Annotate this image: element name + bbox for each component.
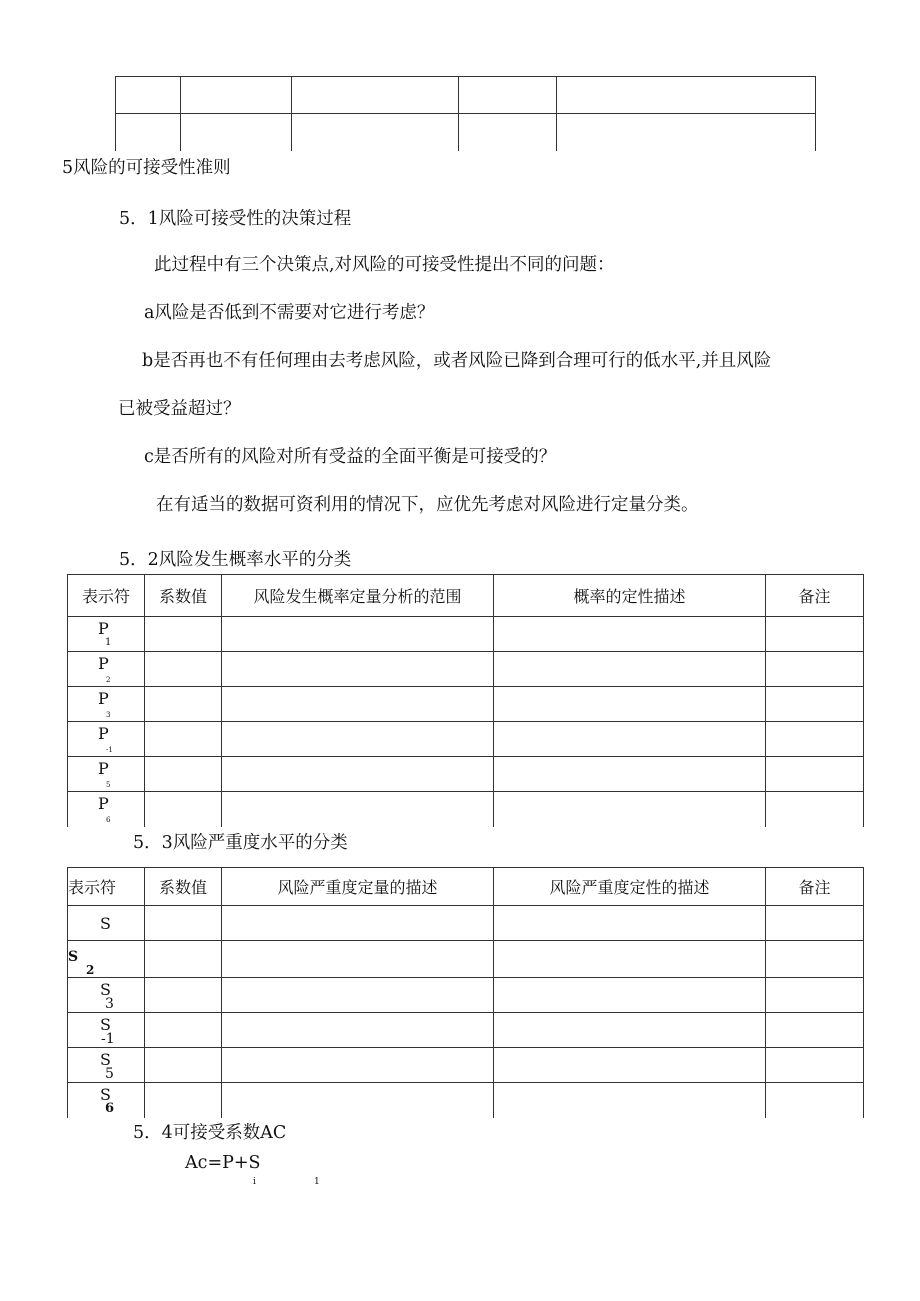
sev-cell xyxy=(494,1013,766,1048)
sev-header-coef: 系数值 xyxy=(145,868,222,906)
sev-cell xyxy=(766,941,864,978)
prob-subscript: 5 xyxy=(106,781,111,789)
prob-cell xyxy=(145,652,222,687)
table-row xyxy=(68,978,864,1013)
prob-cell xyxy=(145,687,222,722)
sev-subscript: 5 xyxy=(105,1066,114,1082)
sev-cell xyxy=(766,1083,864,1118)
section-5-2-heading: 5．2风险发生概率水平的分类 xyxy=(119,550,352,570)
formula: Ac=P+S xyxy=(185,1153,261,1173)
table-row xyxy=(68,906,864,941)
table-row xyxy=(68,941,864,978)
prob-cell xyxy=(222,617,494,652)
table-row xyxy=(68,757,864,792)
sev-header-symbol: 表示符 xyxy=(68,868,145,906)
prob-cell xyxy=(766,722,864,757)
prob-cell xyxy=(766,687,864,722)
table-row xyxy=(68,1048,864,1083)
prob-cell xyxy=(766,757,864,792)
table-row xyxy=(68,617,864,652)
section-5-heading: 5风险的可接受性准则 xyxy=(62,158,231,178)
prob-cell xyxy=(766,617,864,652)
section-5-3-heading: 5．3风险严重度水平的分类 xyxy=(133,833,348,853)
prob-subscript: 2 xyxy=(106,676,111,684)
sev-symbol: S xyxy=(100,980,111,999)
top-cell xyxy=(116,77,181,114)
sev-header-remark: 备注 xyxy=(766,868,864,906)
question-a: a风险是否低到不需要对它进行考虑？ xyxy=(144,303,435,323)
prob-header-coef: 系数值 xyxy=(145,575,222,617)
sev-symbol: S xyxy=(68,949,79,965)
sev-cell xyxy=(222,1013,494,1048)
table-row xyxy=(68,722,864,757)
prob-cell xyxy=(494,652,766,687)
sev-cell xyxy=(222,906,494,941)
question-c: c是否所有的风险对所有受益的全面平衡是可接受的？ xyxy=(144,447,557,467)
top-cell xyxy=(459,114,557,151)
sev-header-quant: 风险严重度定量的描述 xyxy=(222,868,494,906)
sev-cell xyxy=(145,978,222,1013)
sev-cell xyxy=(145,1048,222,1083)
prob-cell xyxy=(766,792,864,827)
sev-cell xyxy=(145,906,222,941)
sev-cell xyxy=(145,1013,222,1048)
table-row xyxy=(68,1013,864,1048)
sev-symbol: S xyxy=(100,914,111,933)
prob-cell xyxy=(494,792,766,827)
question-b-line1: b是否再也不有任何理由去考虑风险，或者风险已降到合理可行的低水平,并且风险 xyxy=(142,351,772,371)
prob-symbol: P xyxy=(98,724,109,743)
sev-cell xyxy=(766,906,864,941)
prob-subscript: -1 xyxy=(106,746,113,754)
top-cell xyxy=(292,114,459,151)
top-cell xyxy=(557,114,816,151)
sev-symbol: S xyxy=(100,1050,111,1069)
prob-cell xyxy=(222,652,494,687)
table-row xyxy=(68,687,864,722)
prob-cell xyxy=(145,722,222,757)
sev-subscript: 6 xyxy=(105,1101,115,1116)
prob-header-range: 风险发生概率定量分析的范围 xyxy=(222,575,494,617)
prob-cell xyxy=(766,652,864,687)
sev-cell xyxy=(222,941,494,978)
sev-cell xyxy=(222,978,494,1013)
intro-paragraph: 此过程中有三个决策点,对风险的可接受性提出不同的问题： xyxy=(154,255,615,275)
prob-cell xyxy=(494,722,766,757)
sev-cell xyxy=(494,1083,766,1118)
prob-subscript: 6 xyxy=(106,816,111,824)
top-cell xyxy=(116,114,181,151)
top-cell xyxy=(181,114,292,151)
prob-cell xyxy=(222,792,494,827)
severity-table xyxy=(67,867,864,1118)
prob-cell xyxy=(145,792,222,827)
prob-subscript: 3 xyxy=(106,711,111,719)
prob-header-remark: 备注 xyxy=(766,575,864,617)
prob-symbol: P xyxy=(98,654,109,673)
section-5-4-heading: 5．4可接受系数AC xyxy=(133,1123,287,1143)
table-row xyxy=(68,652,864,687)
table-row xyxy=(68,1083,864,1118)
prob-cell xyxy=(145,757,222,792)
sev-cell xyxy=(766,1013,864,1048)
sev-cell xyxy=(766,978,864,1013)
sev-cell xyxy=(222,1083,494,1118)
sev-symbol: S xyxy=(100,1015,111,1034)
sev-subscript: -1 xyxy=(101,1031,115,1047)
prob-subscript: 1 xyxy=(105,637,112,648)
sev-cell xyxy=(222,1048,494,1083)
top-cell xyxy=(292,77,459,114)
sev-cell xyxy=(145,941,222,978)
table-row xyxy=(68,792,864,827)
prob-symbol: P xyxy=(98,619,109,638)
sev-header-qual: 风险严重度定性的描述 xyxy=(494,868,766,906)
probability-table xyxy=(67,574,864,827)
sev-cell xyxy=(145,1083,222,1118)
section-5-1-heading: 5．1风险可接受性的决策过程 xyxy=(119,209,352,229)
prob-cell xyxy=(145,617,222,652)
prob-symbol: P xyxy=(98,759,109,778)
sev-cell xyxy=(494,941,766,978)
prob-symbol: P xyxy=(98,794,109,813)
prob-cell xyxy=(494,687,766,722)
top-cell xyxy=(181,77,292,114)
top-cell xyxy=(557,77,816,114)
sev-cell xyxy=(494,978,766,1013)
formula-subscript-1: 1 xyxy=(314,1177,320,1187)
note-paragraph: 在有适当的数据可资利用的情况下，应优先考虑对风险进行定量分类。 xyxy=(156,495,699,515)
prob-cell xyxy=(494,617,766,652)
sev-subscript: 2 xyxy=(86,963,95,977)
sev-cell xyxy=(494,1048,766,1083)
top-partial-table xyxy=(115,76,816,151)
prob-header-symbol: 表示符 xyxy=(68,575,145,617)
formula-subscript-i: i xyxy=(253,1177,256,1187)
top-cell xyxy=(459,77,557,114)
prob-cell xyxy=(222,757,494,792)
prob-cell xyxy=(494,757,766,792)
sev-symbol: S xyxy=(100,1085,111,1104)
prob-symbol: P xyxy=(98,689,109,708)
sev-cell xyxy=(494,906,766,941)
prob-cell xyxy=(222,687,494,722)
prob-cell xyxy=(222,722,494,757)
prob-header-qual: 概率的定性描述 xyxy=(494,575,766,617)
sev-cell xyxy=(766,1048,864,1083)
sev-subscript: 3 xyxy=(105,996,114,1012)
question-b-line2: 已被受益超过？ xyxy=(118,399,241,419)
